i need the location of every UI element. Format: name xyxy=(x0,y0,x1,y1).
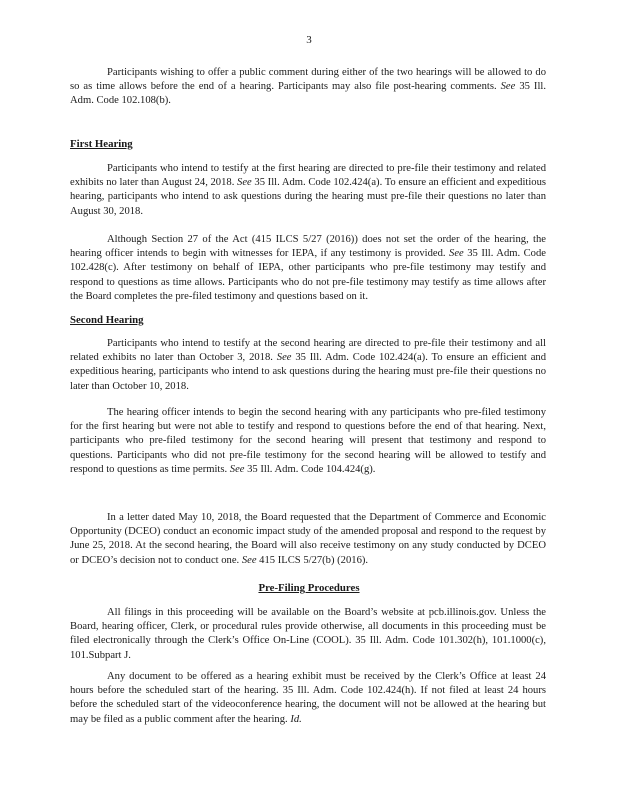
citation-signal: See xyxy=(500,81,516,93)
paragraph-second-hearing-prefile xyxy=(70,337,546,394)
page-number: 3 xyxy=(306,34,312,46)
citation-signal: See xyxy=(276,352,292,364)
heading-prefiling-procedures: Pre-Filing Procedures xyxy=(258,582,360,594)
text: Although Section 27 of the Act (415 ILCS 5/27 (2016)) does not set the order of the hearing, the hearing officer intends to begin with witnesses for IEPA, if any testimony is provided. xyxy=(70,234,546,260)
text: 35 Ill. Adm. Code 102.424(a). To ensure an efficient and expeditious hearing, participants who intend to ask questions during the hearing must pre-file their questions no later than August 30, 2018. xyxy=(70,177,546,217)
text: 35 Ill. Adm. Code 102.424(a). To ensure an efficient and expeditious hearing, participants who intend to ask questions during the hearing must pre-file their questions no later than October 10, 2018. xyxy=(70,352,547,392)
text: 35 Ill. Adm. Code 102.428(c). After testimony on behalf of IEPA, other participants who pre-file testimony may testify and respond to questions as time allows. Participants who do not pre-file testimony may testify as time allows after the Board completes the pre-filed testimony and questions based on it. xyxy=(70,248,546,302)
citation-signal: See xyxy=(229,463,245,475)
paragraph-public-comment xyxy=(70,66,546,109)
paragraph-hearing-exhibits xyxy=(70,670,546,727)
citation-signal: See xyxy=(449,248,464,260)
text: The hearing officer intends to begin the second hearing with any participants who pre-filed testimony for the first hearing but were not able to testify and respond to questions before the end of that hearing. Next, participants who pre-filed testimony for the second hearing will present that testimony and respond to questions. Participants who did not pre-file testimony for the second hearing will be allowed to testify and respond to questions as time permits. xyxy=(70,407,546,475)
paragraph-dceo-study xyxy=(70,511,546,568)
citation-signal: See xyxy=(237,177,252,189)
heading-first-hearing: First Hearing xyxy=(70,138,133,150)
text: Any document to be offered as a hearing exhibit must be received by the Clerk’s Office at least 24 hours before the scheduled start of the hearing. 35 Ill. Adm. Code 102.424(h). If not filed at least 24 hours before the scheduled start of the videoconference hearing, the document will not be allowed at the hearing but may be filed as a public comment after the hearing. xyxy=(70,671,546,725)
text: In a letter dated May 10, 2018, the Board requested that the Department of Commerce and Economic Opportunity (DCEO) conduct an economic impact study of the amended proposal and respond to the request by June 25, 2018. At the second hearing, the Board will also receive testimony on any study conducted by DCEO or DCEO’s decision not to conduct one. xyxy=(70,512,546,566)
heading-second-hearing: Second Hearing xyxy=(70,314,144,326)
text: Participants wishing to offer a public comment during either of the two hearings will be allowed to do so as time allows before the end of a hearing. Participants may also file post-hearing comments. xyxy=(70,67,546,93)
paragraph-electronic-filing: All filings in this proceeding will be available on the Board’s website at pcb.illinois.gov. Unless the Board, hearing officer, Clerk, or procedural rules provide otherwise, all documents in this proceeding must be filed electronically through the Clerk’s Office On-Line (COOL). 35 Ill. Adm. Code 101.302(h), 101.1000(c), 101.Subpart J. xyxy=(70,607,546,661)
text: 35 Ill. Adm. Code 102.108(b). xyxy=(70,81,546,107)
text: Participants who intend to testify at the first hearing are directed to pre-file their testimony and related exhibits no later than August 24, 2018. xyxy=(70,163,546,189)
paragraph-second-hearing-order xyxy=(70,406,546,477)
citation-signal: Id. xyxy=(290,713,302,725)
text: 415 ILCS 5/27(b) (2016). xyxy=(256,554,369,566)
paragraph-first-hearing-prefile xyxy=(70,162,546,219)
text: 35 Ill. Adm. Code 104.424(g). xyxy=(244,463,376,475)
text: Participants who intend to testify at the second hearing are directed to pre-file their testimony and all related exhibits no later than October 3, 2018. xyxy=(70,338,546,364)
paragraph-hearing-order xyxy=(70,233,546,304)
citation-signal: See xyxy=(241,554,257,566)
